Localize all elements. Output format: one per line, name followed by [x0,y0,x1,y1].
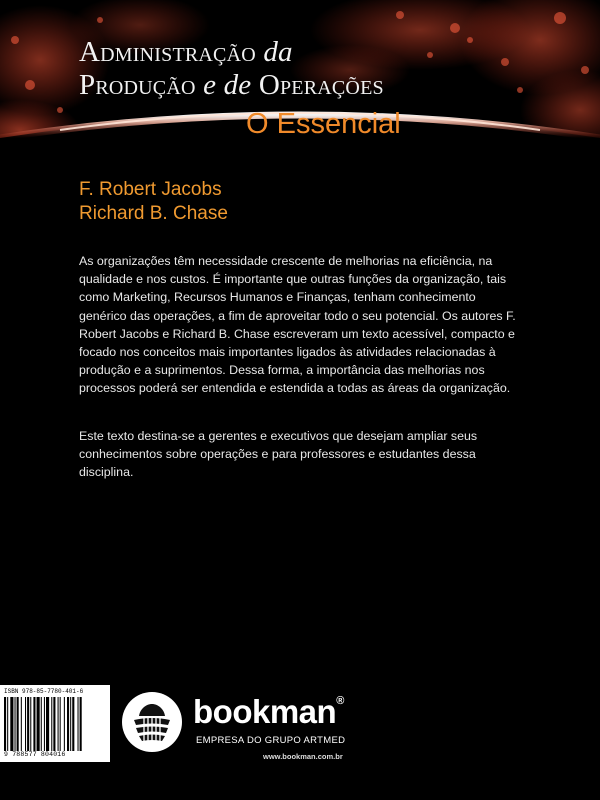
barcode-bar [58,697,59,751]
description-paragraph-1: As organizações têm necessidade crescente de melhorias na eficiência, na qualidade e nos custos. É importante que outras funções da organização, tais como Marketing, Recursos Humanos e Finanças, tenham conhecimento genérico das operações, a fim de aproveitar todo o seu potencial. Os autores F. Robert Jacobs e Richard B. Chase escreveram um texto acessível, compacto e focado nos conceitos mais importantes ligados às atividades relacionadas à produção e a suprimentos. Dessa forma, a importância das melhorias nos processos poderá ser entendida e estendida a todas as áreas da organização. [79,254,516,396]
barcode-bar [72,697,74,751]
author-2: Richard B. Chase [79,203,228,224]
barcode-bar [41,697,42,751]
registered-mark: ® [336,695,344,707]
book-title-line-1 [79,36,293,69]
barcode-bar [67,697,69,751]
bookman-logo-icon [122,692,182,752]
barcode-bar [80,697,82,751]
barcode-bar [33,697,35,751]
barcode-bar [25,697,26,751]
barcode-bar [7,697,8,751]
barcode-bar [30,697,31,751]
barcode-bars [4,697,106,751]
barcode-bar [60,697,61,751]
barcode-bar [51,697,52,751]
title-connector-e-de: e de [203,69,252,101]
barcode-bar [44,697,45,751]
barcode-bar [64,697,65,751]
title-word-administracao: Administração [79,36,256,68]
publisher-url: www.bookman.com.br [263,752,343,761]
barcode-bar [46,697,49,751]
barcode-bar [37,697,40,751]
barcode-bar [27,697,29,751]
barcode-bar [17,697,19,751]
title-word-operacoes: Operações [258,69,384,101]
barcode-bar [78,697,79,751]
isbn-label: ISBN 978-85-7780-401-6 [4,688,84,695]
barcode-bar [70,697,71,751]
isbn-barcode [0,685,110,762]
barcode-bar [4,697,6,751]
barcode-bar [15,697,16,751]
title-connector-da: da [263,36,293,68]
publisher-tagline: EMPRESA DO GRUPO ARTMED [196,735,346,746]
book-subtitle: O Essencial [246,108,401,140]
barcode-bar [53,697,55,751]
title-word-producao: Produção [79,69,196,101]
barcode-bar [21,697,22,751]
barcode-digits: 9 788577 804016 [4,751,66,758]
author-1: F. Robert Jacobs [79,179,222,200]
book-title-line-2 [79,69,384,102]
publisher-name [193,693,344,731]
publisher-name-text: bookman [193,693,337,730]
description-paragraph-2: Este texto destina-se a gerentes e executivos que desejam ampliar seus conhecimentos sobre operações e para professores e estudantes dessa disciplina. [79,429,478,480]
barcode-bar [10,697,13,751]
